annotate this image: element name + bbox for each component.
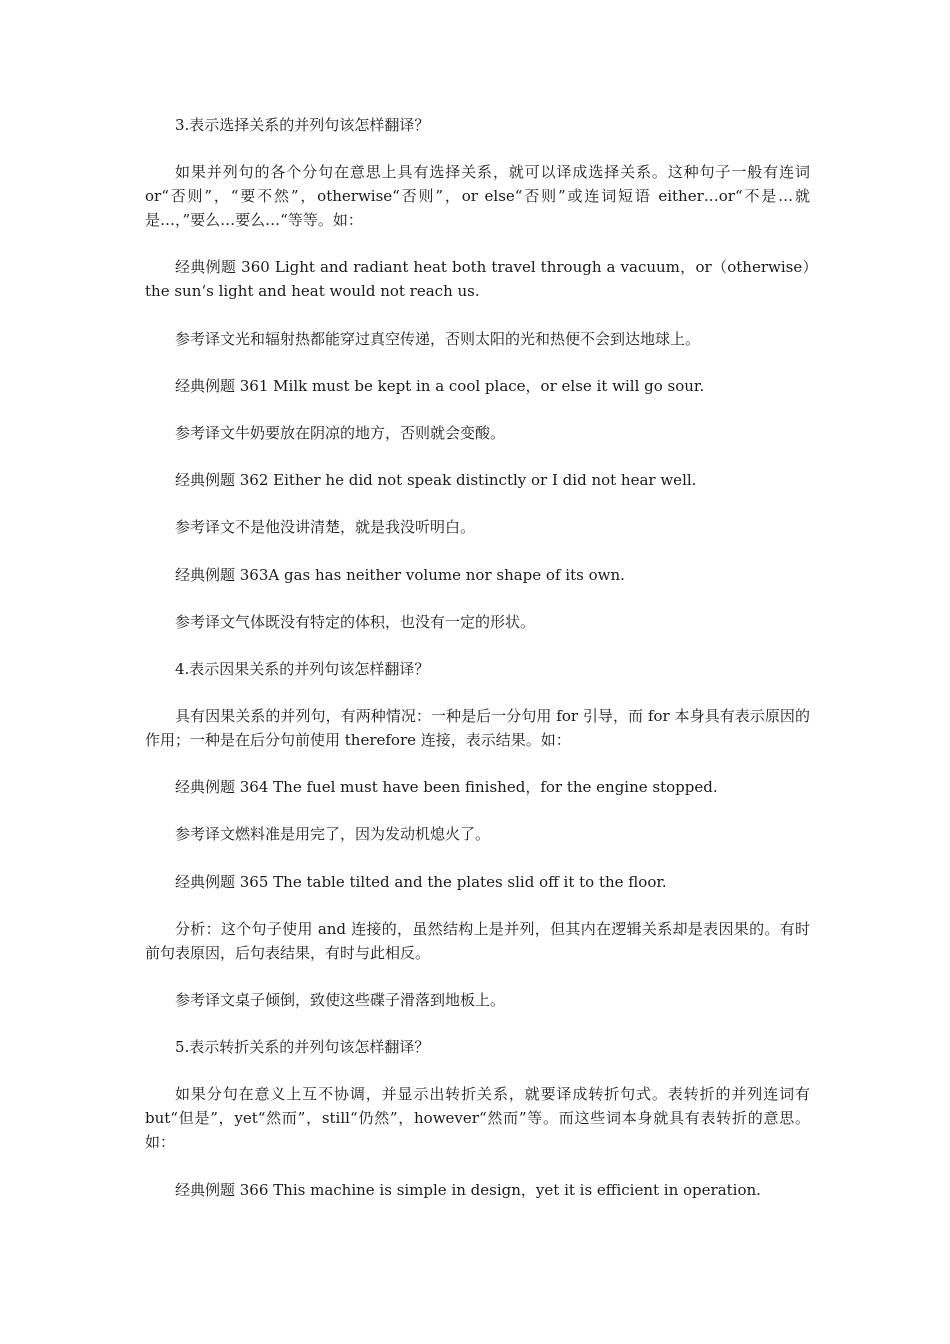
body-paragraph: 具有因果关系的并列句，有两种情况：一种是后一分句用 for 引导，而 for 本身具有表示原因的作用；一种是在后分句前使用 therefore 连接，表示结果。如： (145, 707, 810, 750)
body-paragraph: 如果分句在意义上互不协调，并显示出转折关系，就要译成转折句式。表转折的并列连词有 but“但是”，yet“然而”，still“仍然”，however“然而”等。而这些词本身就具有表转折的意思。如： (145, 1085, 810, 1152)
translation-363: 参考译文气体既没有特定的体积，也没有一定的形状。 (175, 612, 536, 631)
example-365: 经典例题 365 The table tilted and the plates slid off it to the floor. (175, 872, 667, 891)
translation-364: 参考译文燃料准是用完了，因为发动机熄火了。 (175, 825, 491, 844)
example-366: 经典例题 366 This machine is simple in design，yet it is efficient in operation. (175, 1180, 761, 1199)
analysis-365: 分析：这个句子使用 and 连接的，虽然结构上是并列，但其内在逻辑关系却是表因果的。有时前句表原因，后句表结果，有时与此相反。 (145, 919, 810, 962)
translation-360: 参考译文光和辐射热都能穿过真空传递，否则太阳的光和热便不会到达地球上。 (175, 329, 701, 348)
body-paragraph: 如果并列句的各个分句在意思上具有选择关系，就可以译成选择关系。这种句子一般有连词 or“否则”，“要不然”，otherwise“否则”，or else“否则”或连词短语 either…or“不是…就是…，”要么…要么…“等等。如： (145, 163, 810, 230)
example-361: 经典例题 361 Milk must be kept in a cool place，or else it will go sour. (175, 376, 705, 395)
example-362: 经典例题 362 Either he did not speak distinctly or I did not hear well. (175, 471, 697, 490)
example-364: 经典例题 364 The fuel must have been finished，for the engine stopped. (175, 778, 718, 797)
section-heading-3: 3.表示选择关系的并列句该怎样翻译？ (175, 116, 430, 134)
section-heading-5: 5.表示转折关系的并列句该怎样翻译？ (175, 1038, 430, 1057)
translation-361: 参考译文牛奶要放在阴凉的地方，否则就会变酸。 (175, 423, 506, 442)
translation-362: 参考译文不是他没讲清楚，就是我没听明白。 (175, 518, 476, 537)
example-360: 经典例题 360 Light and radiant heat both travel through a vacuum，or（otherwise）the sun‘s light and heat would not reach us. (145, 258, 810, 301)
example-363: 经典例题 363A gas has neither volume nor shape of its own. (175, 565, 625, 584)
section-heading-4: 4.表示因果关系的并列句该怎样翻译？ (175, 659, 430, 678)
document-page (145, 113, 810, 1225)
translation-365: 参考译文桌子倾倒，致使这些碟子滑落到地板上。 (175, 991, 506, 1009)
